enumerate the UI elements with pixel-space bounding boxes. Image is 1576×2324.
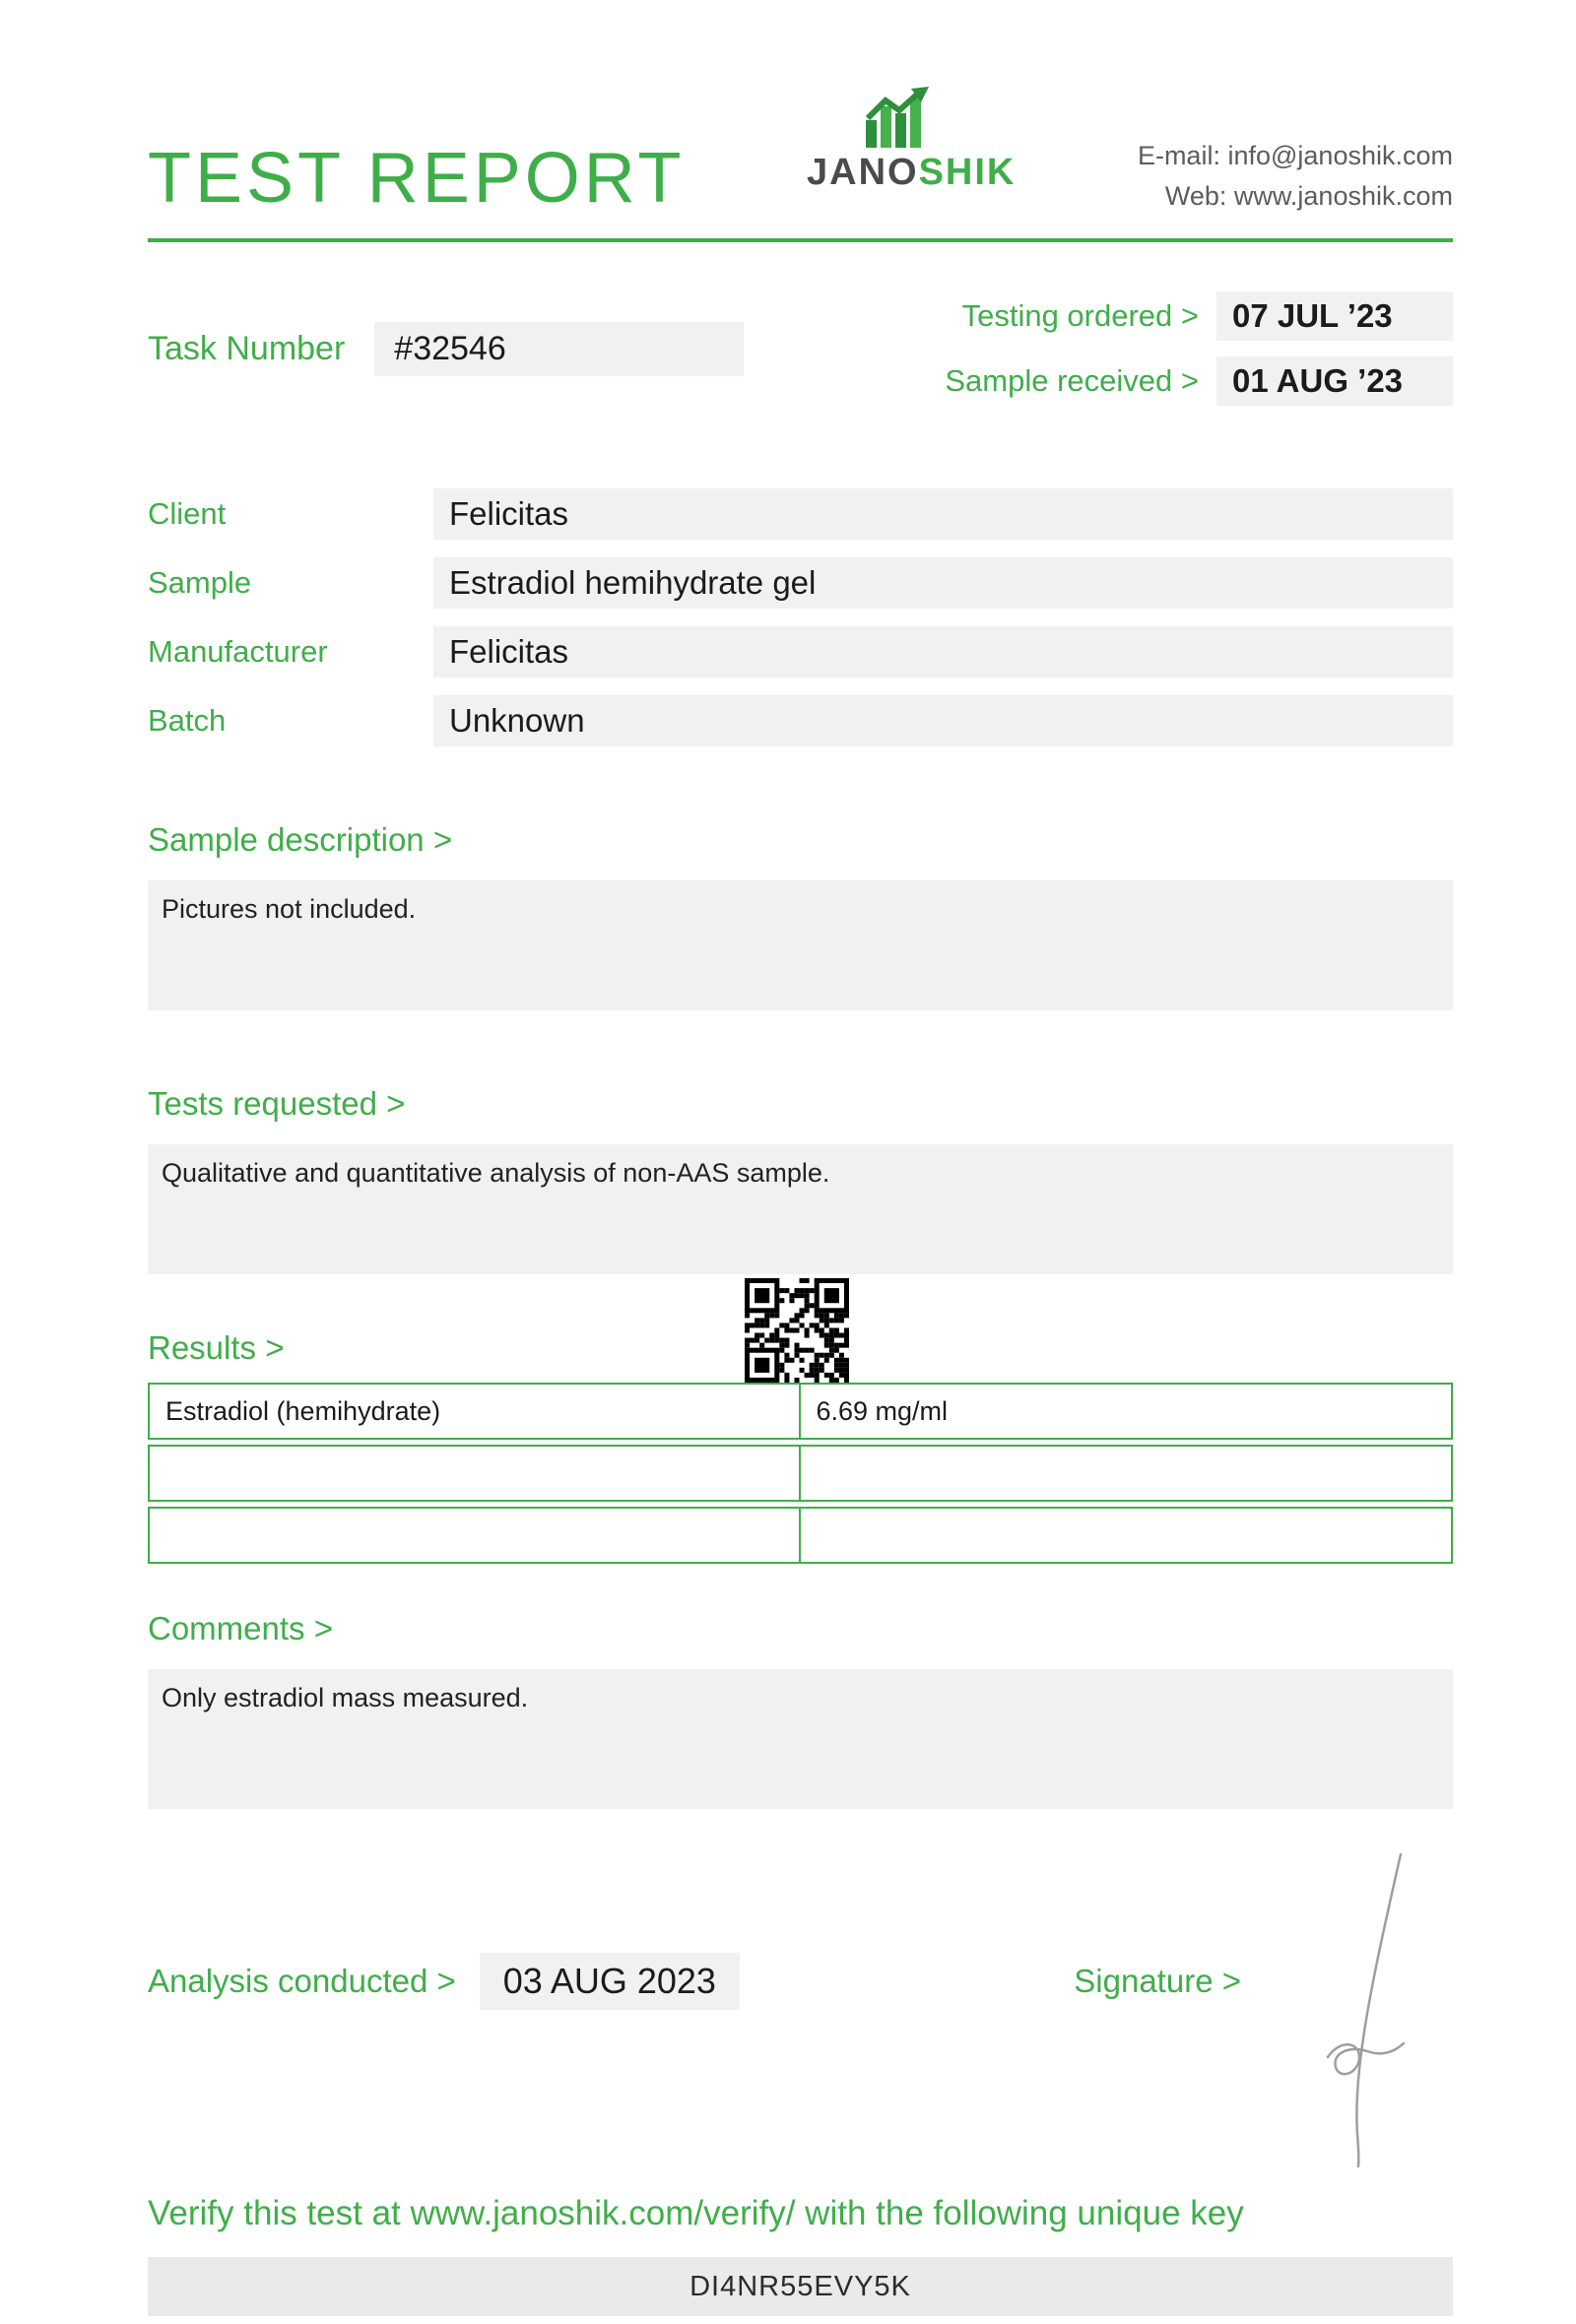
unique-key-value: DI4NR55EVY5K bbox=[148, 2257, 1453, 2316]
task-section bbox=[148, 291, 1453, 406]
results-section bbox=[148, 1329, 1453, 1569]
report-header bbox=[148, 87, 1453, 219]
analysis-conducted-label: Analysis conducted > bbox=[148, 1963, 456, 1999]
brand-jano: JANO bbox=[807, 152, 919, 193]
comments-heading: Comments > bbox=[148, 1610, 333, 1646]
manufacturer-label: Manufacturer bbox=[148, 634, 328, 669]
bar-chart-logo-icon bbox=[864, 87, 958, 148]
sample-description-text: Pictures not included. bbox=[148, 880, 1453, 1010]
detail-row-manufacturer bbox=[148, 626, 1453, 678]
result-value bbox=[801, 1509, 1452, 1562]
report-title: TEST REPORT bbox=[148, 139, 686, 218]
result-analyte: Estradiol (hemihydrate) bbox=[150, 1385, 801, 1438]
results-table bbox=[148, 1383, 1453, 1564]
testing-ordered-label: Testing ordered > bbox=[961, 298, 1199, 333]
sample-label: Sample bbox=[148, 565, 252, 600]
comments-section bbox=[148, 1610, 1453, 1809]
verify-instruction: Verify this test at www.janoshik.com/verify/ with the following unique key bbox=[148, 2194, 1244, 2232]
detail-row-client bbox=[148, 488, 1453, 540]
sample-value: Estradiol hemihydrate gel bbox=[433, 557, 1453, 609]
contact-info bbox=[1138, 136, 1453, 216]
web-label: Web: bbox=[1164, 180, 1227, 211]
brand-name bbox=[807, 152, 1016, 194]
task-number-label: Task Number bbox=[148, 329, 346, 367]
task-number-group bbox=[148, 291, 744, 406]
sample-received-row bbox=[945, 356, 1453, 406]
email-label: E-mail: bbox=[1137, 141, 1220, 170]
manufacturer-value: Felicitas bbox=[433, 626, 1453, 678]
client-label: Client bbox=[148, 496, 227, 531]
tests-requested-heading: Tests requested > bbox=[148, 1085, 406, 1122]
web-value: www.janoshik.com bbox=[1233, 180, 1453, 211]
sample-description-section bbox=[148, 821, 1453, 1010]
verify-section bbox=[148, 2194, 1453, 2316]
qr-code-image bbox=[745, 1278, 849, 1383]
tests-requested-section bbox=[148, 1085, 1453, 1274]
detail-row-sample bbox=[148, 557, 1453, 609]
analysis-date-value: 03 AUG 2023 bbox=[480, 1953, 740, 2010]
result-value: 6.69 mg/ml bbox=[816, 1395, 949, 1426]
results-row-2 bbox=[148, 1445, 1453, 1502]
sample-description-heading: Sample description > bbox=[148, 821, 453, 858]
sample-received-value: 01 AUG ’23 bbox=[1216, 356, 1453, 406]
batch-value: Unknown bbox=[433, 695, 1453, 746]
batch-label: Batch bbox=[148, 703, 227, 738]
results-heading: Results > bbox=[148, 1329, 285, 1366]
tests-requested-text: Qualitative and quantitative analysis of non-AAS sample. bbox=[148, 1144, 1453, 1274]
result-analyte bbox=[150, 1509, 801, 1562]
header-divider bbox=[148, 238, 1453, 242]
result-analyte bbox=[150, 1447, 801, 1500]
analysis-signature-row bbox=[148, 1953, 1453, 2010]
client-value: Felicitas bbox=[433, 488, 1453, 540]
janoshik-logo bbox=[807, 87, 1016, 194]
task-number-value: #32546 bbox=[374, 322, 744, 376]
sample-received-label: Sample received > bbox=[945, 363, 1199, 398]
testing-ordered-row bbox=[945, 291, 1453, 341]
email-value: info@janoshik.com bbox=[1227, 141, 1453, 170]
qr-code bbox=[745, 1278, 849, 1383]
results-row-3 bbox=[148, 1507, 1453, 1564]
signature-label: Signature > bbox=[1074, 1963, 1241, 1999]
contact-email-line bbox=[1138, 136, 1453, 176]
results-row-1 bbox=[148, 1383, 1453, 1440]
detail-row-batch bbox=[148, 695, 1453, 746]
signature-scribble bbox=[1310, 1846, 1413, 2171]
sample-details bbox=[148, 488, 1453, 746]
brand-shik: SHIK bbox=[918, 152, 1017, 193]
testing-ordered-value: 07 JUL ’23 bbox=[1216, 291, 1453, 341]
result-value bbox=[801, 1447, 1452, 1500]
comments-text: Only estradiol mass measured. bbox=[148, 1669, 1453, 1809]
dates-group bbox=[945, 291, 1453, 406]
contact-web-line bbox=[1138, 176, 1453, 217]
